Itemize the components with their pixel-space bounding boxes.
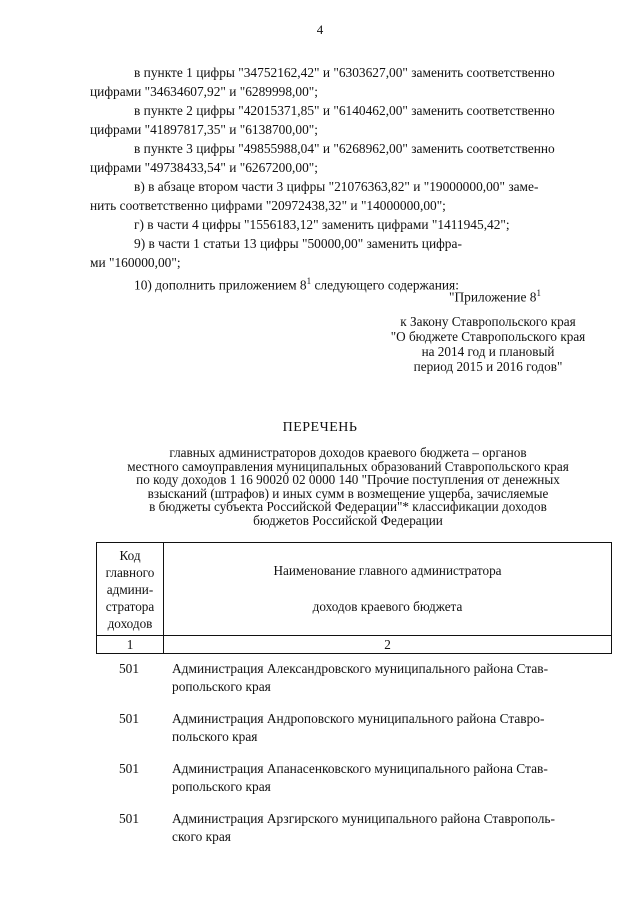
header-text: доходов [107,615,153,631]
admin-code: 501 [118,761,140,776]
table-header-row [97,543,612,636]
subtitle-line: местного самоуправления муниципальных образований Ставропольского края [127,458,569,474]
admin-code: 501 [118,711,140,726]
amendment-line: в пункте 3 цифры "49855988,04" и "6268962,00" заменить соответственно [134,141,555,156]
admin-name-line: Администрация Андроповского муниципального района Ставро- [172,711,545,726]
appendix-reference [370,314,606,374]
amendment-line: цифрами "49738433,54" и "6267200,00"; [90,160,318,175]
appendix-title [420,288,570,305]
admin-name [162,660,612,696]
amendment-line: ми "160000,00"; [90,255,181,270]
table-row [96,810,612,846]
header-text: Код [119,547,141,563]
table-row [96,710,612,746]
superscript: 1 [306,276,312,286]
appendix-ref-line: период 2015 и 2016 годов" [413,359,563,374]
list-subtitle [90,446,606,527]
admin-name-line: польского края [172,729,258,744]
header-text: админи- [106,581,154,597]
header-text: Наименование главного администратора [273,563,502,578]
table-row [96,660,612,696]
page-number: 4 [316,22,324,37]
amendments-block [90,63,606,294]
amendment-line: в пункте 2 цифры "42015371,85" и "6140462,00" заменить соответственно [134,103,555,118]
subtitle-line: взысканий (штрафов) и иных сумм в возмещение ущерба, зачисляемые [147,485,549,501]
subtitle-line: в бюджеты субъекта Российской Федерации"* классификации доходов [149,499,547,514]
admin-name [162,710,612,746]
appendix-ref-line: к Закону Ставропольского края [400,314,576,329]
amendment-text: 10) дополнить приложением 8 [134,277,307,293]
admin-name-line: Администрация Александровского муниципального района Став- [172,661,549,676]
admin-name [162,760,612,796]
amendment-line: г) в части 4 цифры "1556183,12" заменить цифрами "1411945,42"; [134,217,510,232]
amendment-line: в) в абзаце втором части 3 цифры "21076363,82" и "19000000,00" заме- [134,179,539,194]
administrators-list [96,660,612,860]
administrators-table-header [96,542,612,654]
admin-name-line: ропольского края [172,779,271,794]
header-text: главного [105,564,155,580]
column-number: 1 [97,636,164,654]
subtitle-line: главных администраторов доходов краевого бюджета – органов [169,445,527,460]
table-column-numbers-row [97,636,612,654]
appendix-ref-line: "О бюджете Ставропольского края [390,329,586,344]
admin-name-line: Администрация Арзгирского муниципального района Ставрополь- [172,811,555,826]
amendment-line: нить соответственно цифрами "20972438,32" и "14000000,00"; [90,198,446,213]
column-header-code [97,543,164,636]
table-row [96,760,612,796]
subtitle-line: по коду доходов 1 16 90020 02 0000 140 "Прочие поступления от денежных [136,472,560,487]
header-text: стратора [105,598,155,614]
admin-name-line: ропольского края [172,679,271,694]
appendix-title-text: "Приложение 8 [449,289,537,305]
admin-code: 501 [118,661,140,676]
admin-name [162,810,612,846]
header-text: доходов краевого бюджета [312,599,463,614]
admin-name-line: ского края [172,829,231,844]
list-heading: ПЕРЕЧЕНЬ [282,420,358,435]
amendment-text: следующего содержания: [314,277,459,293]
column-number: 2 [164,636,612,654]
admin-code: 501 [118,811,140,826]
amendment-line: цифрами "41897817,35" и "6138700,00"; [90,122,318,137]
subtitle-line: бюджетов Российской Федерации [253,512,443,528]
admin-name-line: Администрация Апанасенковского муниципального района Став- [172,761,548,776]
amendment-line: 9) в части 1 статьи 13 цифры "50000,00" заменить цифра- [134,236,462,251]
amendment-line: цифрами "34634607,92" и "6289998,00"; [90,84,318,99]
amendment-line: в пункте 1 цифры "34752162,42" и "6303627,00" заменить соответственно [134,65,555,80]
appendix-ref-line: на 2014 год и плановый [421,344,555,359]
column-header-name [164,543,612,636]
appendix-superscript: 1 [536,288,541,298]
